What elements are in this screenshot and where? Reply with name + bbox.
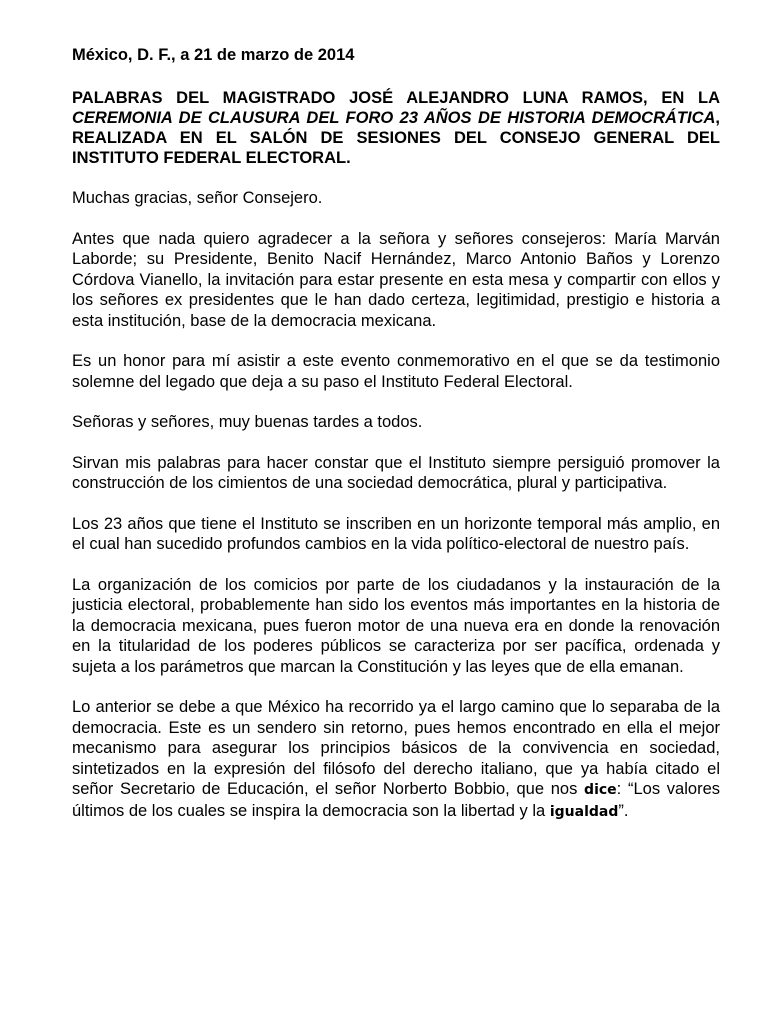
colon: : — [616, 780, 628, 798]
heading-part2: , REALIZADA EN EL SALÓN DE SESIONES DEL CONSEJO GENERAL DEL INSTITUTO FEDERAL ELECTORAL. — [72, 109, 720, 167]
word-igualdad: igualdad — [549, 803, 619, 820]
quote-open: “ — [627, 780, 634, 798]
paragraph-3: Es un honor para mí asistir a este evento conmemorativo en el que se da testimonio solemne del legado que deja a su paso el Instituto Federal Electoral. — [72, 352, 720, 391]
date-line: México, D. F., a 21 de marzo de 2014 — [72, 46, 355, 64]
paragraph-1: Muchas gracias, señor Consejero. — [72, 189, 323, 207]
quote-close: ”. — [618, 801, 629, 820]
heading-italic: CEREMONIA DE CLAUSURA DEL FORO 23 AÑOS DE HISTORIA DEMOCRÁTICA — [72, 109, 716, 127]
quote-text: Los valores últimos de los cuales se inspira la democracia son la libertad y la — [72, 780, 720, 820]
heading-part1: PALABRAS DEL MAGISTRADO JOSÉ ALEJANDRO LUNA RAMOS, EN LA — [72, 89, 720, 107]
paragraph-8 — [72, 697, 720, 822]
paragraph-6: Los 23 años que tiene el Instituto se inscriben en un horizonte temporal más amplio, en el cual han sucedido profundos cambios en la vida político-electoral de nuestro país. — [72, 514, 720, 553]
paragraph-5: Sirvan mis palabras para hacer constar que el Instituto siempre persiguió promover la construcción de los cimientos de una sociedad democrática, plural y participativa. — [72, 453, 720, 492]
paragraph-8-text: Lo anterior se debe a que México ha recorrido ya el largo camino que lo separaba de la democracia. Este es un sendero sin retorno, pues hemos encontrado en ella el mejor mecanismo para asegurar los principios básicos de la convivencia en sociedad, sintetizados en la expresión del filósofo del derecho italiano, que ya había citado el señor Secretario de Educación, el señor Norberto Bobbio, que nos — [72, 698, 720, 798]
paragraph-4: Señoras y señores, muy buenas tardes a todos. — [72, 413, 423, 431]
paragraph-2: Antes que nada quiero agradecer a la señora y señores consejeros: María Marván Laborde; su Presidente, Benito Nacif Hernández, Marco Antonio Baños y Lorenzo Córdova Vianello, la invitación para estar presente en esta mesa y compartir con ellos y los señores ex presidentes que le han dado certeza, legitimidad, prestigio e historia a esta institución, base de la democracia mexicana. — [72, 229, 720, 330]
document-heading — [72, 88, 720, 168]
paragraph-7: La organización de los comicios por parte de los ciudadanos y la instauración de la justicia electoral, probablemente han sido los eventos más importantes en la historia de la democracia mexicana, pues fueron motor de una nueva era en donde la renovación en la titularidad de los poderes públicos se caracteriza por ser pacífica, ordenada y sujeta a los parámetros que marcan la Constitución y las leyes que de ella emanan. — [72, 575, 720, 676]
word-dice: dice — [584, 782, 617, 798]
